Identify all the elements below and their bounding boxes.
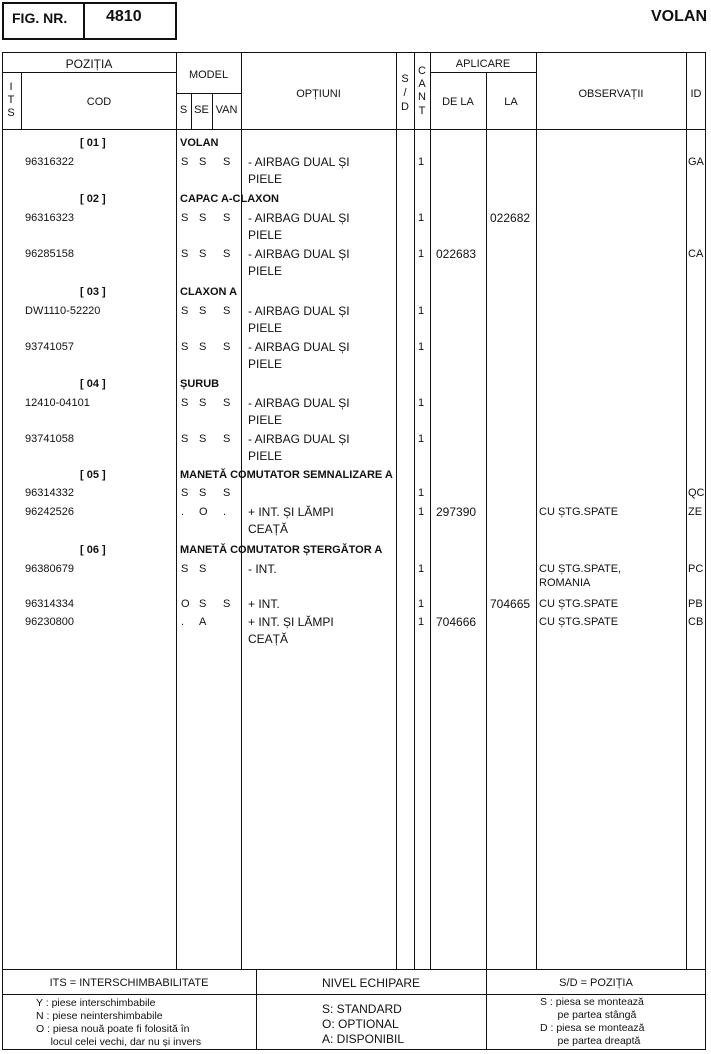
model-s-value: S [181, 397, 189, 409]
col-optiuni: OPȚIUNI [296, 88, 341, 100]
option-line: - INT. [248, 562, 277, 576]
model-van-value: . [223, 506, 227, 518]
legend-its-line: N : piese neintershimbabile [36, 1010, 163, 1022]
model-s-value: O [181, 598, 190, 610]
option-line: - AIRBAG DUAL ȘI [248, 247, 350, 261]
part-id: ZE [688, 506, 703, 518]
part-id: QC [688, 487, 705, 499]
model-van-value: S [223, 433, 231, 445]
group-number: [ 01 ] [80, 137, 106, 149]
model-s-value: S [181, 156, 189, 168]
quantity: 1 [418, 616, 425, 628]
legend-nivel-line: S: STANDARD [322, 1002, 402, 1016]
group-name: MANETĂ COMUTATOR ȘTERGĂTOR A [180, 544, 383, 556]
model-van-value: S [223, 248, 231, 260]
group-number: [ 04 ] [80, 378, 106, 390]
col-its-t: T [7, 94, 15, 106]
quantity: 1 [418, 156, 425, 168]
model-van-value: S [223, 156, 231, 168]
model-se-value: S [199, 156, 207, 168]
group-name: VOLAN [180, 137, 219, 149]
model-se-value: S [199, 341, 207, 353]
option-line: PIELE [248, 321, 283, 335]
col-cant-n: N [418, 91, 426, 103]
option-line: PIELE [248, 264, 283, 278]
col-cant-a: A [418, 78, 426, 90]
model-se-value: S [199, 598, 207, 610]
option-line: - AIRBAG DUAL ȘI [248, 304, 350, 318]
col-model: MODEL [188, 69, 229, 81]
legend-sd-title: S/D = POZIȚIA [559, 977, 633, 989]
model-se-value: A [199, 616, 207, 628]
col-its-i: I [9, 81, 13, 93]
col-model-van: VAN [215, 104, 238, 116]
legend-its-line: locul celei vechi, dar nu și invers [36, 1036, 202, 1048]
model-s-value: . [181, 506, 185, 518]
group-name: CLAXON A [180, 286, 238, 298]
part-id: PC [688, 563, 704, 575]
option-line: PIELE [248, 357, 283, 371]
col-aplicare: APLICARE [455, 58, 511, 70]
option-line: - AIRBAG DUAL ȘI [248, 155, 350, 169]
part-code: 96230800 [25, 616, 74, 628]
model-se-value: S [199, 397, 207, 409]
observation: CU ȘTG.SPATE, [539, 563, 622, 575]
col-its-s: S [7, 107, 15, 119]
quantity: 1 [418, 305, 425, 317]
option-line: + INT. ȘI LĂMPI [248, 615, 334, 629]
observation: CU ȘTG.SPATE [539, 598, 619, 610]
legend-sd-line: pe partea dreaptă [540, 1035, 641, 1047]
fig-label: FIG. NR. [12, 10, 68, 26]
apply-from: 022683 [436, 247, 477, 261]
col-sd-d: D [401, 101, 409, 113]
model-s-value: S [181, 433, 189, 445]
part-code: 12410-04101 [25, 397, 90, 409]
model-se-value: S [199, 305, 207, 317]
model-se-value: S [199, 563, 207, 575]
col-sd-slash: / [403, 87, 407, 99]
legend-nivel-line: A: DISPONIBIL [322, 1032, 405, 1046]
option-line: PIELE [248, 413, 283, 427]
option-line: CEAȚĂ [248, 522, 289, 536]
model-van-value: S [223, 341, 231, 353]
option-line: PIELE [248, 172, 283, 186]
observation: CU ȘTG.SPATE [539, 616, 619, 628]
part-code: 96316323 [25, 212, 74, 224]
quantity: 1 [418, 487, 425, 499]
part-code: 93741057 [25, 341, 74, 353]
option-line: CEAȚĂ [248, 632, 289, 646]
group-number: [ 05 ] [80, 469, 106, 481]
part-code: 96314332 [25, 487, 74, 499]
option-line: - AIRBAG DUAL ȘI [248, 396, 350, 410]
model-se-value: S [199, 487, 207, 499]
quantity: 1 [418, 397, 425, 409]
model-se-value: S [199, 212, 207, 224]
model-van-value: S [223, 397, 231, 409]
option-line: - AIRBAG DUAL ȘI [248, 211, 350, 225]
model-s-value: S [181, 212, 189, 224]
part-id: GA [688, 156, 704, 168]
quantity: 1 [418, 598, 425, 610]
legend-its-title: ITS = INTERSCHIMBABILITATE [49, 977, 209, 989]
quantity: 1 [418, 212, 425, 224]
group-name: MANETĂ COMUTATOR SEMNALIZARE A [180, 469, 393, 481]
col-sd-s: S [401, 73, 409, 85]
model-se-value: S [199, 433, 207, 445]
option-line: + INT. [248, 597, 280, 611]
col-cod: COD [86, 96, 112, 108]
group-number: [ 02 ] [80, 193, 106, 205]
quantity: 1 [418, 341, 425, 353]
fig-number: 4810 [106, 8, 142, 25]
quantity: 1 [418, 248, 425, 260]
quantity: 1 [418, 506, 425, 518]
model-s-value: S [181, 563, 189, 575]
apply-from: 297390 [436, 505, 477, 519]
page-title: VOLAN [651, 8, 707, 25]
legend-its-line: Y : piese interschimbabile [36, 997, 156, 1009]
col-id: ID [690, 88, 702, 100]
legend-nivel-line: O: OPTIONAL [322, 1017, 399, 1031]
legend-nivel-title: NIVEL ECHIPARE [321, 976, 421, 990]
observation: ROMANIA [539, 577, 591, 589]
option-line: + INT. ȘI LĂMPI [248, 505, 334, 519]
col-la: LA [504, 96, 518, 108]
col-cant-c: C [418, 65, 426, 77]
model-van-value: S [223, 598, 231, 610]
apply-to: 704665 [490, 597, 531, 611]
option-line: - AIRBAG DUAL ȘI [248, 432, 350, 446]
group-name: ȘURUB [180, 378, 220, 390]
model-se-value: O [199, 506, 208, 518]
apply-from: 704666 [436, 615, 477, 629]
part-code: 96380679 [25, 563, 74, 575]
part-id: PB [688, 598, 703, 610]
option-line: - AIRBAG DUAL ȘI [248, 340, 350, 354]
model-s-value: . [181, 616, 185, 628]
legend-sd-line: pe partea stângă [540, 1009, 637, 1021]
group-name: CAPAC A-CLAXON [180, 193, 279, 205]
col-observatii: OBSERVAȚII [578, 88, 644, 100]
part-code: 96316322 [25, 156, 74, 168]
model-s-value: S [181, 305, 189, 317]
part-id: CB [688, 616, 704, 628]
model-van-value: S [223, 212, 231, 224]
quantity: 1 [418, 433, 425, 445]
part-code: 96314334 [25, 598, 74, 610]
model-van-value: S [223, 305, 231, 317]
part-id: CA [688, 248, 704, 260]
col-pozitia: POZIȚIA [65, 57, 113, 71]
part-code: 96242526 [25, 506, 74, 518]
legend-its-line: O : piesa nouă poate fi folosită în [36, 1023, 190, 1035]
col-model-s: S [179, 104, 188, 116]
model-s-value: S [181, 487, 189, 499]
legend-sd-line: D : piesa se montează [540, 1022, 645, 1034]
option-line: PIELE [248, 228, 283, 242]
part-code: DW1110-52220 [25, 305, 101, 317]
model-van-value: S [223, 487, 231, 499]
col-cant-t: T [418, 105, 426, 117]
observation: CU ȘTG.SPATE [539, 506, 619, 518]
group-number: [ 06 ] [80, 544, 106, 556]
col-de-la: DE LA [442, 96, 474, 108]
col-model-se: SE [194, 104, 209, 116]
group-number: [ 03 ] [80, 286, 106, 298]
model-s-value: S [181, 248, 189, 260]
quantity: 1 [418, 563, 425, 575]
legend-sd-line: S : piesa se montează [540, 996, 644, 1008]
model-s-value: S [181, 341, 189, 353]
part-code: 93741058 [25, 433, 74, 445]
part-code: 96285158 [25, 248, 74, 260]
model-se-value: S [199, 248, 207, 260]
apply-to: 022682 [490, 211, 531, 225]
option-line: PIELE [248, 449, 283, 463]
